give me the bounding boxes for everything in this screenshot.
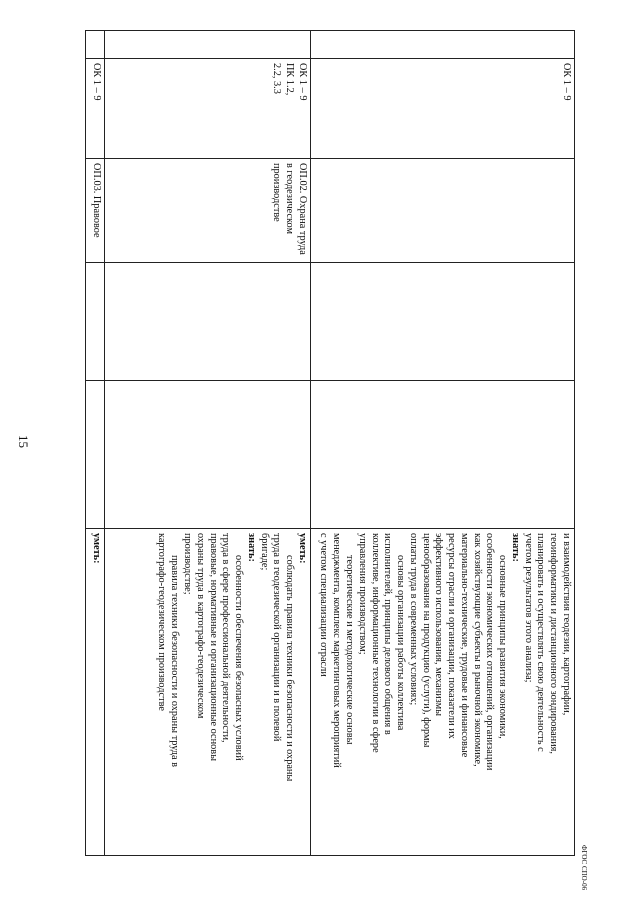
discipline-cell <box>310 159 574 263</box>
text-line: материально-технические, трудовые и финансовые <box>458 533 470 758</box>
empty-cell <box>310 263 574 381</box>
section-label: уметь: <box>296 533 308 564</box>
text-line: бригаде; <box>258 533 270 571</box>
empty-cell <box>86 263 105 381</box>
requirements-cell <box>86 529 105 856</box>
competency-table <box>85 30 575 856</box>
competency-code-cell: ОК 1 – 9 <box>86 59 105 159</box>
empty-cell <box>86 31 105 59</box>
text-line: оплаты труда в современных условиях; <box>407 533 419 706</box>
empty-cell <box>105 263 311 381</box>
text-line: и взаимодействия геодезии, картографии, <box>561 533 572 716</box>
text-line: картографо-геодезическом производстве <box>156 533 168 711</box>
text-line: как хозяйствующие субъекты в рыночной экономике, <box>471 533 483 767</box>
rotated-page-content <box>85 30 575 855</box>
text-line: ценообразования на продукцию (услуги), формы <box>420 533 432 748</box>
discipline-cell: ОП.03. Правовое <box>86 159 105 263</box>
text-line: основы организации работы коллектива <box>395 555 407 731</box>
text-line: особенности обеспечения безопасных условий <box>233 555 245 761</box>
discipline-cell: ОП.02. Охрана труда в геодезическом производстве <box>105 159 311 263</box>
competency-code-cell: ОК 1 – 9 <box>310 59 574 159</box>
text-line: исполнителей, принципы делового общения в <box>382 533 394 735</box>
table-row <box>86 31 105 856</box>
text-line: планировать и осуществлять свою деятельность с <box>535 533 547 752</box>
table-row <box>105 31 311 856</box>
text-line: труда в геодезической организации и в полевой <box>271 533 283 742</box>
text-line: правовые, нормативные и организационные основы <box>207 533 219 762</box>
text-line: правила техники безопасности и охраны труда в <box>169 555 181 767</box>
text-line: теоретические и методологические основы <box>343 555 355 745</box>
competency-code-cell: ОК 1 – 9 ПК 1.2, 2.2, 3.3 <box>105 59 311 159</box>
requirements-cell <box>310 529 574 856</box>
text-line: труда в сфере профессиональной деятельности, <box>220 533 232 743</box>
text-line: с учетом специализации отрасли <box>318 533 330 677</box>
text-line: соблюдать правила техники безопасности и охраны <box>284 555 296 782</box>
empty-cell <box>105 381 311 529</box>
page-number: 15 <box>16 435 31 448</box>
text-line: коллективе, информационные технологии в сфере <box>369 533 381 753</box>
footer-code: ФГОС СПО-06 <box>580 845 588 891</box>
text-line: учетом результатов этого анализа; <box>522 533 534 683</box>
requirements-cell <box>105 529 311 856</box>
table-row <box>310 31 574 856</box>
text-line: геоинформатики и дистанционного зондирования, <box>548 533 560 754</box>
text-line: особенности экономических отношений, организации <box>484 533 496 771</box>
empty-cell <box>310 31 574 59</box>
text-line: управления производством; <box>356 533 368 655</box>
text-line: охраны труда в картографо-геодезическом <box>194 533 206 719</box>
text-line: менеджмента, комплекс маркетинговых мероприятий <box>331 533 343 768</box>
section-label: знать: <box>245 533 257 562</box>
text-line: ресурсы отрасли и организации, показатели их <box>446 533 458 739</box>
empty-cell <box>86 381 105 529</box>
text-line: производстве; <box>182 533 194 595</box>
empty-cell <box>105 31 311 59</box>
section-label: уметь: <box>91 533 103 564</box>
text-line: эффективного использования, механизмы <box>433 533 445 717</box>
empty-cell <box>310 381 574 529</box>
section-label: знать: <box>509 533 521 562</box>
text-line: основные принципы развития экономики, <box>497 555 509 739</box>
